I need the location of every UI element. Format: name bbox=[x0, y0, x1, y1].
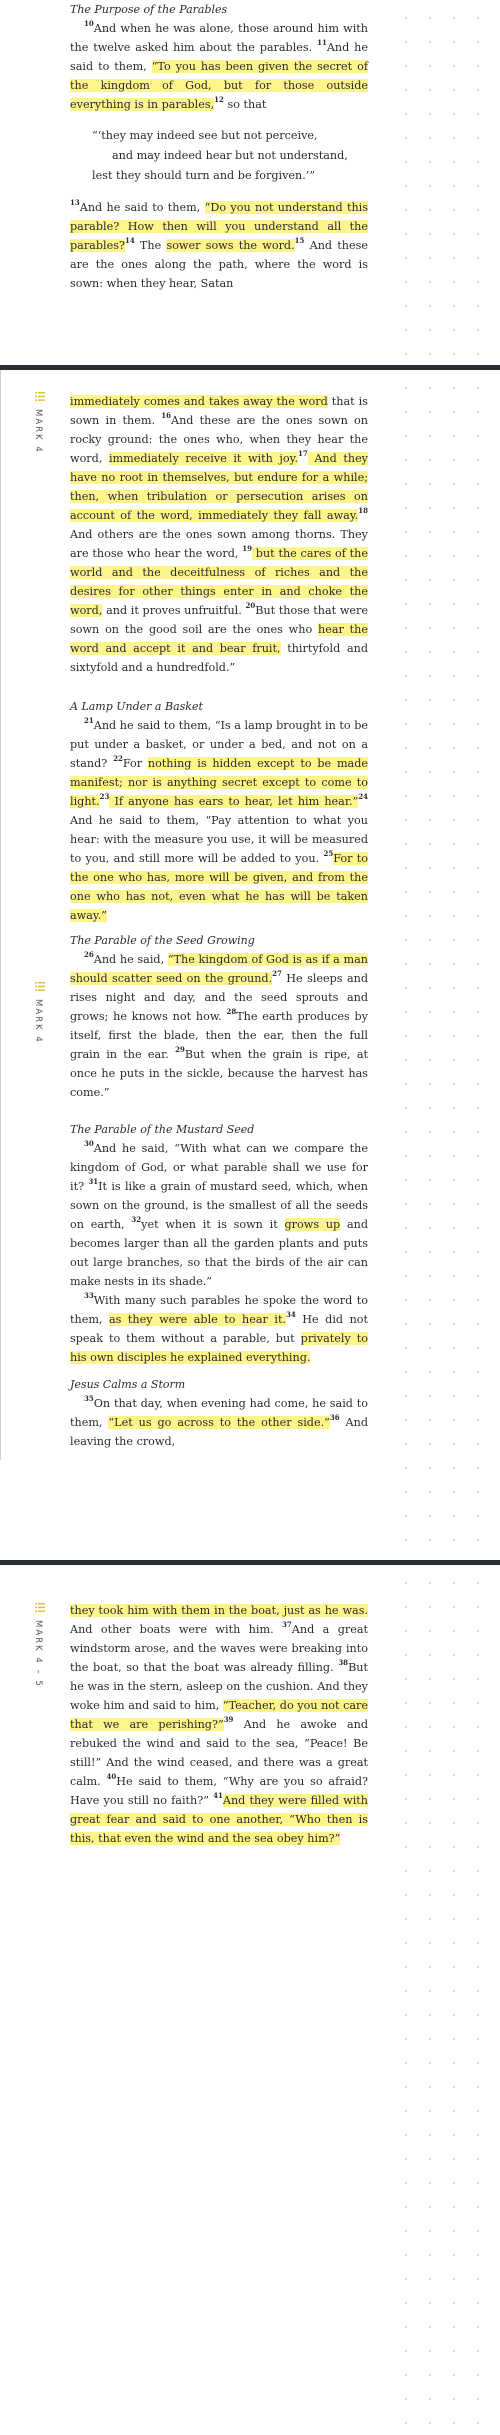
verse-number: 33 bbox=[84, 1291, 94, 1300]
poem-line: lest they should turn and be forgiven.’” bbox=[92, 169, 316, 182]
verse-text: And he said to them, bbox=[70, 41, 368, 73]
verse-text: And a great windstorm arose, and the waves were breaking into the boat, so that the boat was already filling. bbox=[70, 1623, 368, 1674]
verse-number: 39 bbox=[223, 1715, 234, 1724]
section-heading-storm: Jesus Calms a Storm bbox=[70, 1378, 186, 1391]
verse-number: 21 bbox=[84, 716, 94, 725]
verse-text: And he said to them, bbox=[79, 201, 205, 214]
chapter-label: MARK 4 bbox=[33, 999, 43, 1044]
highlighted-text[interactable]: immediately comes and takes away the word bbox=[70, 395, 328, 408]
verse-text: And when he was alone, those around him with the twelve asked him about the parables. bbox=[70, 22, 368, 54]
verse-number: 12 bbox=[214, 95, 224, 104]
verse-number: 11 bbox=[317, 38, 327, 47]
chapter-label: MARK 4 bbox=[33, 409, 43, 454]
section-heading-lamp: A Lamp Under a Basket bbox=[70, 700, 203, 713]
verse-text: yet when it is sown it bbox=[141, 1218, 285, 1231]
verse-text: The bbox=[134, 239, 167, 252]
highlighted-text[interactable]: And they have no root in themselves, but endure for a while; then, when tribulation or persecution arises on account of the word, immediately they fall away. bbox=[70, 452, 369, 522]
highlighted-text[interactable]: “Teacher, do you not care that we are perishing?” bbox=[70, 1699, 369, 1731]
verse-text: But he was in the stern, asleep on the cushion. And they woke him and said to him, bbox=[70, 1661, 368, 1712]
highlighted-text[interactable]: And they were filled with great fear and said to one another, “Who then is this, that even the wind and the sea obey him?” bbox=[70, 1794, 368, 1845]
verse-text: and it proves unfruitful. bbox=[102, 604, 246, 617]
list-icon[interactable] bbox=[35, 392, 45, 401]
verse-number: 29 bbox=[175, 1045, 185, 1054]
poem-line: and may indeed hear but not understand, bbox=[112, 149, 348, 162]
verse-text: He said to them, “Why are you so afraid? Have you still no faith?” bbox=[70, 1775, 368, 1807]
verse-text: thirtyfold and sixtyfold and a hundredfold.” bbox=[70, 642, 368, 674]
poem bbox=[70, 126, 368, 186]
verse-number: 10 bbox=[84, 19, 94, 28]
verse-text: But those that were sown on the good soil are the ones who bbox=[70, 604, 368, 636]
page-3-text bbox=[70, 1601, 368, 1848]
highlighted-text[interactable]: grows up bbox=[284, 1218, 341, 1231]
highlighted-text[interactable]: For to the one who has, more will be given, and from the one who has not, even what he has will be taken away.” bbox=[70, 852, 368, 922]
verse-number: 32 bbox=[131, 1215, 142, 1224]
highlighted-text[interactable]: “The kingdom of God is as if a man should scatter seed on the ground. bbox=[70, 953, 369, 985]
highlighted-text[interactable]: but the cares of the world and the deceitfulness of riches and the desires for other things enter in and choke the word, bbox=[70, 547, 368, 617]
verse-number: 22 bbox=[113, 754, 123, 763]
verse-text: And he said to them, “Is a lamp brought in to be put under a basket, or under a bed, and not on a stand? bbox=[70, 719, 368, 770]
list-icon[interactable] bbox=[35, 1603, 45, 1612]
verse-number: 30 bbox=[84, 1139, 94, 1148]
verse-text: On that day, when evening had come, he said to them, bbox=[70, 1397, 368, 1429]
verse-number: 26 bbox=[84, 950, 94, 959]
verse-text: And he said to them, “Pay attention to what you hear: with the measure you use, it will be measured to you, and still more will be added to you. bbox=[70, 814, 368, 865]
verse-number: 41 bbox=[213, 1791, 223, 1800]
highlighted-text[interactable]: privately to his own disciples he explained everything. bbox=[70, 1332, 368, 1364]
verse-number: 37 bbox=[282, 1620, 292, 1629]
verse-text: And he said, bbox=[93, 953, 168, 966]
page-3 bbox=[0, 1565, 500, 2435]
highlighted-text[interactable]: as they were able to hear it. bbox=[109, 1313, 287, 1326]
margin-rule bbox=[0, 370, 1, 1460]
verse-number: 35 bbox=[84, 1394, 94, 1403]
verse-text: And these are the ones sown on rocky ground: the ones who, when they hear the word, bbox=[70, 414, 368, 465]
verse-text: And these are the ones along the path, where the word is sown: when they hear, Satan bbox=[70, 239, 368, 290]
paragraph bbox=[70, 1139, 368, 1291]
highlighted-text[interactable]: immediately receive it with joy. bbox=[108, 452, 299, 465]
highlighted-text[interactable]: “Let us go across to the other side.” bbox=[108, 1416, 330, 1429]
highlighted-text[interactable]: they took him with them in the boat, just as he was. bbox=[70, 1604, 368, 1617]
chapter-sidebar bbox=[33, 1603, 47, 1688]
verse-number: 15 bbox=[294, 236, 305, 245]
dot-grid bbox=[390, 1565, 500, 2435]
verse-number: 16 bbox=[161, 411, 171, 420]
verse-text: For bbox=[122, 757, 148, 770]
paragraph bbox=[70, 950, 368, 1102]
page-2 bbox=[0, 370, 500, 1560]
verse-text: It is like a grain of mustard seed, which, when sown on the ground, is the smallest of all the seeds on earth, bbox=[70, 1180, 368, 1231]
highlighted-text[interactable]: “To you has been given the secret of the kingdom of God, but for those outside everything is in parables, bbox=[70, 60, 368, 111]
highlighted-text[interactable]: hear the word and accept it and bear fruit, bbox=[70, 623, 368, 655]
verse-number: 20 bbox=[245, 601, 256, 610]
verse-text: that is sown in them. bbox=[70, 395, 368, 427]
verse-text: And other boats were with him. bbox=[70, 1623, 283, 1636]
chapter-sidebar bbox=[33, 392, 47, 454]
verse-text: so that bbox=[223, 98, 267, 111]
paragraph bbox=[70, 1394, 368, 1451]
paragraph bbox=[70, 198, 368, 293]
verse-number: 23 bbox=[99, 792, 110, 801]
verse-number: 17 bbox=[298, 449, 308, 458]
verse-number: 38 bbox=[338, 1658, 349, 1667]
page-1-text bbox=[70, 0, 368, 293]
verse-number: 34 bbox=[286, 1310, 296, 1319]
section-heading-mustard: The Parable of the Mustard Seed bbox=[70, 1123, 255, 1136]
paragraph bbox=[70, 1291, 368, 1367]
verse-text: The earth produces by itself, first the blade, then the ear, then the full grain in the ear. bbox=[70, 1010, 368, 1061]
page-1 bbox=[0, 0, 500, 365]
verse-number: 18 bbox=[358, 506, 368, 515]
paragraph bbox=[70, 19, 368, 114]
highlighted-text[interactable]: If anyone has ears to hear, let him hear.” bbox=[109, 795, 359, 808]
verse-text: And others are the ones sown among thorns. They are those who hear the word, bbox=[70, 528, 368, 560]
highlighted-text[interactable]: “Do you not understand this parable? How then will you understand all the parables? bbox=[70, 201, 368, 252]
verse-number: 36 bbox=[329, 1413, 340, 1422]
verse-text: and becomes larger than all the garden plants and puts out large branches, so that the birds of the air can make nests in its shade.” bbox=[70, 1218, 369, 1288]
verse-number: 24 bbox=[358, 792, 368, 801]
verse-text: And he said, “With what can we compare the kingdom of God, or what parable shall we use for it? bbox=[70, 1142, 368, 1193]
verse-text: But when the grain is ripe, at once he puts in the sickle, because the harvest has come.” bbox=[70, 1048, 368, 1099]
verse-text: He did not speak to them without a parable, but bbox=[70, 1313, 369, 1345]
section-heading-seed: The Parable of the Seed Growing bbox=[70, 934, 255, 947]
highlighted-text[interactable]: nothing is hidden except to be made manifest; nor is anything secret except to come to light. bbox=[70, 757, 369, 808]
verse-text: With many such parables he spoke the word to them, bbox=[70, 1294, 368, 1326]
poem-line: “‘they may indeed see but not perceive, bbox=[92, 129, 318, 142]
verse-number: 25 bbox=[323, 849, 334, 858]
dot-grid bbox=[390, 0, 500, 365]
page-2-text bbox=[70, 392, 368, 1451]
verse-number: 40 bbox=[106, 1772, 117, 1781]
verse-number: 14 bbox=[124, 236, 135, 245]
verse-number: 19 bbox=[242, 544, 252, 553]
chapter-label: MARK 4 – 5 bbox=[33, 1620, 43, 1688]
verse-number: 31 bbox=[88, 1177, 99, 1186]
highlighted-text[interactable]: sower sows the word. bbox=[166, 239, 295, 252]
paragraph bbox=[70, 392, 368, 677]
paragraph bbox=[70, 716, 368, 925]
verse-text: He sleeps and rises night and day, and the seed sprouts and grows; he knows not how. bbox=[70, 972, 368, 1023]
verse-number: 27 bbox=[272, 969, 282, 978]
verse-text: And he awoke and rebuked the wind and said to the sea, “Peace! Be still!” And the wind ceased, and there was a great calm. bbox=[70, 1718, 369, 1788]
section-heading-parables: The Purpose of the Parables bbox=[70, 3, 228, 16]
verse-number: 28 bbox=[226, 1007, 237, 1016]
chapter-sidebar bbox=[33, 982, 47, 1044]
verse-text: And leaving the crowd, bbox=[70, 1416, 368, 1448]
paragraph bbox=[70, 1601, 368, 1848]
verse-number: 13 bbox=[70, 198, 80, 207]
list-icon[interactable] bbox=[35, 982, 45, 991]
dot-grid bbox=[390, 370, 500, 1560]
